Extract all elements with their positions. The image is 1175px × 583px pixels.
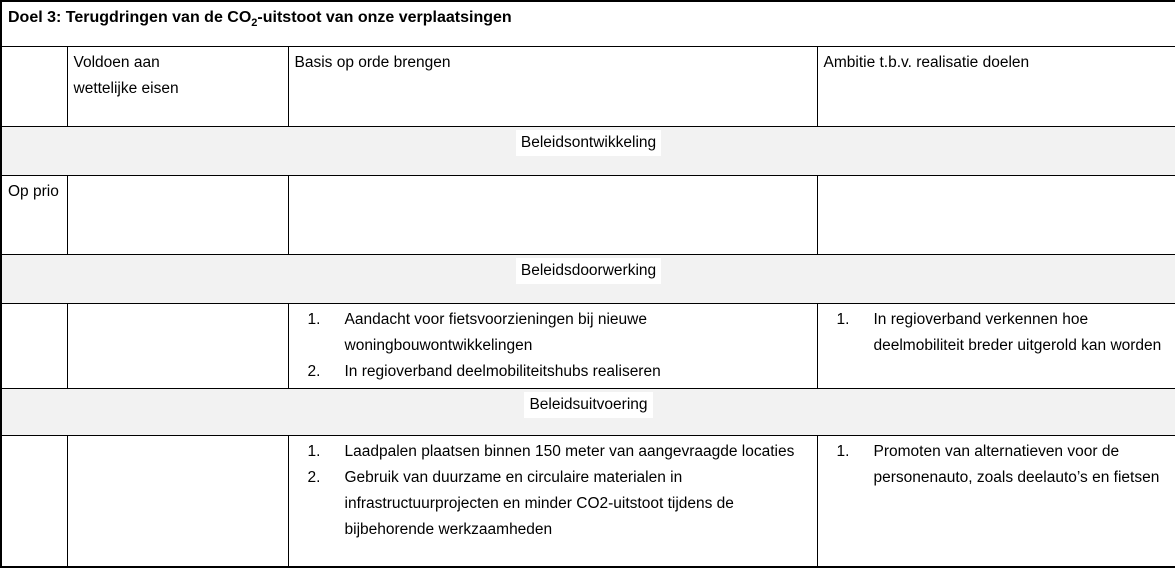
priority-cell-empty — [1, 304, 67, 389]
task-item: Laadpalen plaatsen binnen 150 meter van aangevraagde locaties — [344, 443, 795, 460]
header-cell-priority — [1, 47, 67, 127]
title-co2-subscript: 2 — [251, 17, 258, 30]
task-item: Gebruik van duurzame en circulaire materialen in infrastructuurprojecten en minder CO2-uitstoot tijdens de bijbehorende werkzaamheden — [344, 469, 734, 538]
ambitie-task-list — [824, 439, 1170, 491]
priority-cell — [1, 176, 67, 255]
task-item: In regioverband deelmobiliteitshubs realiseren — [344, 363, 661, 380]
basis-cell — [288, 304, 817, 389]
section-title: Beleidsontwikkeling — [516, 130, 661, 156]
header-cell-wettelijke-eisen: Voldoen aan wettelijke eisen — [67, 47, 288, 127]
wettelijk-cell-empty — [67, 436, 288, 568]
section-cell-beleidsontwikkeling — [1, 127, 1175, 176]
title-prefix: Doel 3: Terugdringen van de CO — [8, 9, 252, 26]
table-title — [1, 1, 1175, 47]
basis-cell — [288, 436, 817, 568]
wettelijk-cell-empty — [67, 304, 288, 389]
title-suffix: -uitstoot van onze verplaatsingen — [257, 9, 512, 26]
ambitie-cell — [817, 304, 1175, 389]
section-title: Beleidsdoorwerking — [516, 258, 661, 284]
table-title-row — [1, 1, 1175, 47]
ambitie-cell — [817, 436, 1175, 568]
basis-task-list — [295, 307, 811, 385]
section-cell-beleidsuitvoering — [1, 389, 1175, 436]
section-cell-beleidsdoorwerking — [1, 255, 1175, 304]
task-item: In regioverband verkennen hoe deelmobiliteit breder uitgerold kan worden — [873, 311, 1162, 354]
content-row-beleidsdoorwerking — [1, 304, 1175, 389]
column-header-row — [1, 47, 1175, 127]
ambitie-task-list — [824, 307, 1170, 359]
ambitie-cell-empty — [817, 176, 1175, 255]
section-row-beleidsdoorwerking — [1, 255, 1175, 304]
content-row-beleidsuitvoering — [1, 436, 1175, 568]
basis-task-list — [295, 439, 811, 543]
basis-cell-empty — [288, 176, 817, 255]
content-row-beleidsontwikkeling — [1, 176, 1175, 255]
header-cell-ambitie: Ambitie t.b.v. realisatie doelen — [817, 47, 1175, 127]
wettelijk-cell-empty — [67, 176, 288, 255]
section-row-beleidsontwikkeling — [1, 127, 1175, 176]
priority-label: Op prio — [8, 183, 59, 200]
priority-cell-empty — [1, 436, 67, 568]
section-row-beleidsuitvoering — [1, 389, 1175, 436]
section-title: Beleidsuitvoering — [524, 392, 652, 418]
task-item: Promoten van alternatieven voor de personenauto, zoals deelauto’s en fietsen — [873, 443, 1160, 486]
task-item: Aandacht voor fietsvoorzieningen bij nieuwe woningbouwontwikkelingen — [344, 311, 647, 354]
header-cell-basis-op-orde: Basis op orde brengen — [288, 47, 817, 127]
